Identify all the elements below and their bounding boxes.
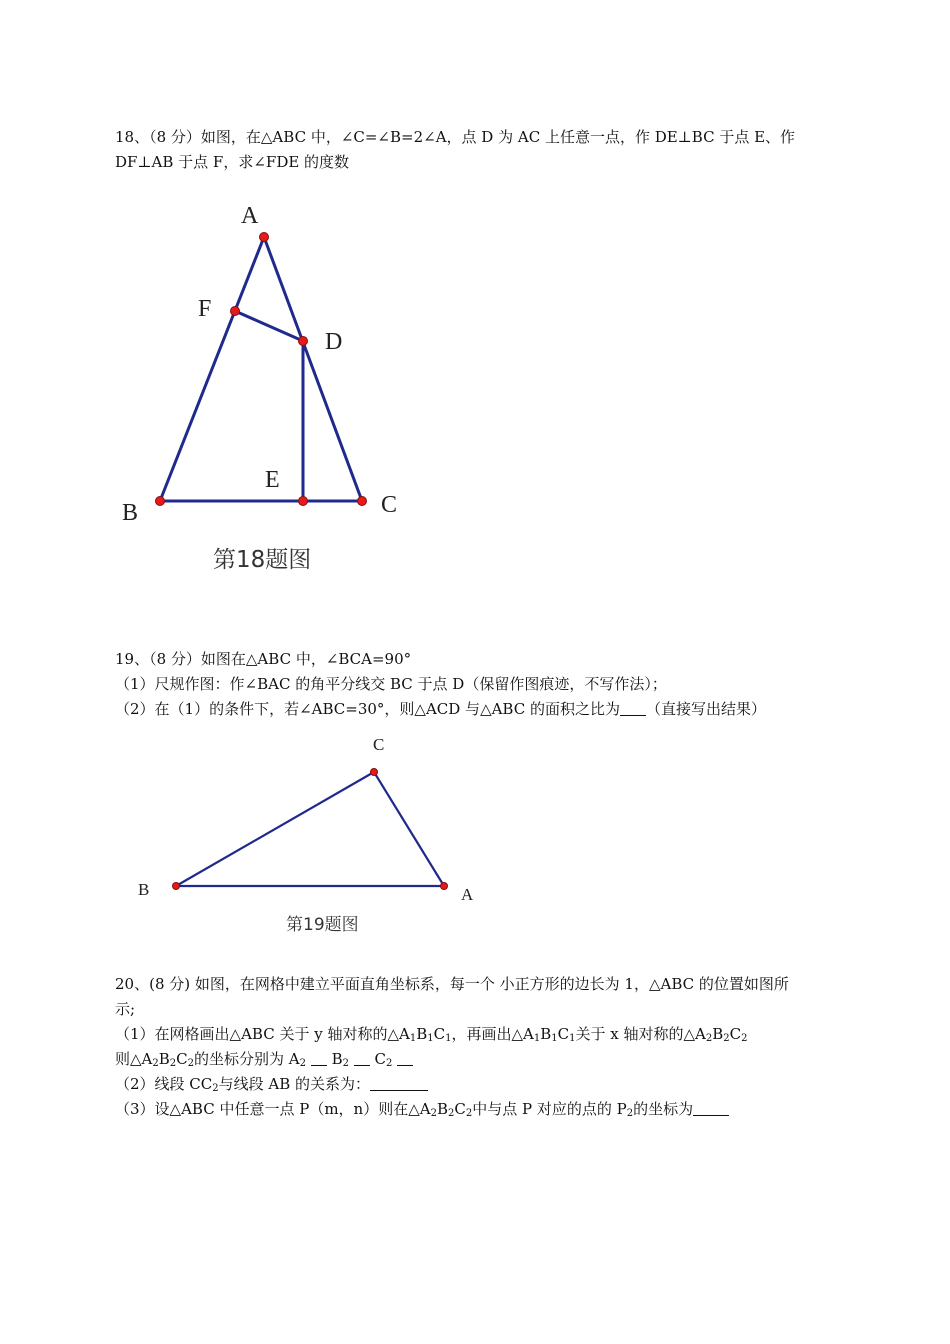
- q18-label-D: D: [325, 329, 343, 355]
- txt: C: [454, 1100, 466, 1118]
- sub: 2: [299, 1058, 306, 1069]
- q20-coords-prefix: 则△A: [115, 1050, 153, 1068]
- q20-line-2: 示;: [115, 1000, 136, 1018]
- q19-label-B: B: [138, 880, 150, 899]
- txt: B: [540, 1025, 552, 1043]
- q19-item-1: （1）尺规作图：作∠BAC 的角平分线交 BC 于点 D（保留作图痕迹，不写作法）；: [115, 675, 667, 693]
- q20-coords-line: [115, 1047, 840, 1071]
- q20-item-3-text: （3）设△ABC 中任意一点 P（m，n）则在△A: [115, 1100, 431, 1118]
- q20-item-2-text: （2）线段 CC: [115, 1075, 213, 1093]
- q19-title: 19、（8 分）如图在△ABC 中，∠BCA=90°: [115, 650, 412, 668]
- q18-caption: 第18题图: [213, 547, 312, 573]
- q18-point-C: [358, 497, 367, 506]
- sub: 2: [430, 1108, 437, 1119]
- q20-answer-A2: [311, 1051, 327, 1066]
- q18-point-A: [260, 233, 269, 242]
- q20-coords-text: 的坐标分别为 A: [194, 1050, 300, 1068]
- txt: B: [416, 1025, 428, 1043]
- txt: B: [158, 1050, 170, 1068]
- sub: 2: [705, 1033, 713, 1044]
- q20-item-1-text: （1）在网格画出△ABC 关于 y 轴对称的△A: [115, 1025, 410, 1043]
- q19-point-B: [173, 883, 180, 890]
- q19-point-C: [371, 769, 378, 776]
- txt: B: [436, 1100, 448, 1118]
- sub: 1: [445, 1033, 452, 1044]
- txt: C: [433, 1025, 446, 1043]
- q18-point-D: [299, 337, 308, 346]
- q19-item-2-suffix: （直接写出结果）: [645, 700, 766, 718]
- q20-answer-B2: [354, 1051, 370, 1066]
- q18-point-F: [231, 307, 240, 316]
- q20-item-3-mid: 中与点 P 对应的点的 P: [472, 1100, 627, 1118]
- q20-line-1: 20、(8 分) 如图，在网格中建立平面直角坐标系，每一个 小正方形的边长为 1，△ABC 的位置如图所: [115, 975, 789, 993]
- q18-figure: [110, 195, 430, 590]
- sub: 2: [723, 1033, 730, 1044]
- txt: C: [374, 1050, 387, 1068]
- q18-line-2: DF⊥AB 于点 F，求∠FDE 的度数: [115, 153, 350, 171]
- q20-item-1-end: 关于 x 轴对称的△A: [575, 1025, 706, 1043]
- q20-item-1-mid: ，再画出△A: [451, 1025, 534, 1043]
- sub: 2: [169, 1058, 177, 1069]
- q19-line-BC: [176, 772, 374, 886]
- sub: 2: [152, 1058, 159, 1069]
- q19-item-2: [115, 697, 840, 721]
- txt: B: [331, 1050, 343, 1068]
- q18-label-B: B: [122, 500, 139, 526]
- q20-answer-P2: [693, 1099, 729, 1116]
- sub: 2: [465, 1108, 473, 1119]
- q18-line-1: 18、（8 分）如图，在△ABC 中，∠C=∠B=2∠A，点 D 为 AC 上任意一点，作 DE⊥BC 于点 E、作: [115, 128, 796, 146]
- q18-point-E: [299, 497, 308, 506]
- q20-answer-relation: [370, 1076, 428, 1091]
- sub: 1: [409, 1033, 417, 1044]
- q19-answer-blank: [620, 699, 646, 716]
- sub: 1: [569, 1033, 576, 1044]
- q19-label-C: C: [373, 735, 385, 754]
- q19-figure: [130, 730, 490, 945]
- q18-label-C: C: [381, 492, 398, 518]
- q18-point-B: [156, 497, 165, 506]
- q20-item-2: [115, 1072, 840, 1096]
- q20-item-3: [115, 1097, 840, 1121]
- q19-caption: 第19题图: [286, 915, 359, 935]
- sub: 2: [626, 1108, 634, 1119]
- sub: 1: [551, 1033, 558, 1044]
- txt: C: [557, 1025, 570, 1043]
- sub: 2: [187, 1058, 195, 1069]
- q19-point-A: [441, 883, 448, 890]
- txt: C: [176, 1050, 188, 1068]
- q18-triangle-lines: [160, 237, 362, 501]
- q20-answer-C2: [397, 1051, 413, 1066]
- q18-label-E: E: [265, 467, 280, 493]
- sub: 2: [212, 1083, 219, 1094]
- sub: 2: [447, 1108, 455, 1119]
- q19-label-A: A: [461, 885, 474, 904]
- q20-item-2-end: 与线段 AB 的关系为：: [218, 1075, 371, 1093]
- sub: 1: [427, 1033, 434, 1044]
- txt: C: [729, 1025, 742, 1043]
- q19-line-CA: [374, 772, 444, 886]
- sub: 2: [741, 1033, 748, 1044]
- q18-line-AC: [264, 237, 362, 501]
- q18-label-A: A: [241, 203, 259, 229]
- sub: 2: [386, 1058, 393, 1069]
- q20-item-1: [115, 1022, 840, 1046]
- q19-item-2-text: （2）在（1）的条件下，若∠ABC=30°，则△ACD 与△ABC 的面积之比为: [115, 700, 620, 718]
- sub: 1: [533, 1033, 541, 1044]
- q18-label-F: F: [198, 296, 212, 322]
- txt: B: [712, 1025, 724, 1043]
- q20-item-3-end: 的坐标为: [633, 1100, 694, 1118]
- q18-line-AB: [160, 237, 264, 501]
- sub: 2: [342, 1058, 349, 1069]
